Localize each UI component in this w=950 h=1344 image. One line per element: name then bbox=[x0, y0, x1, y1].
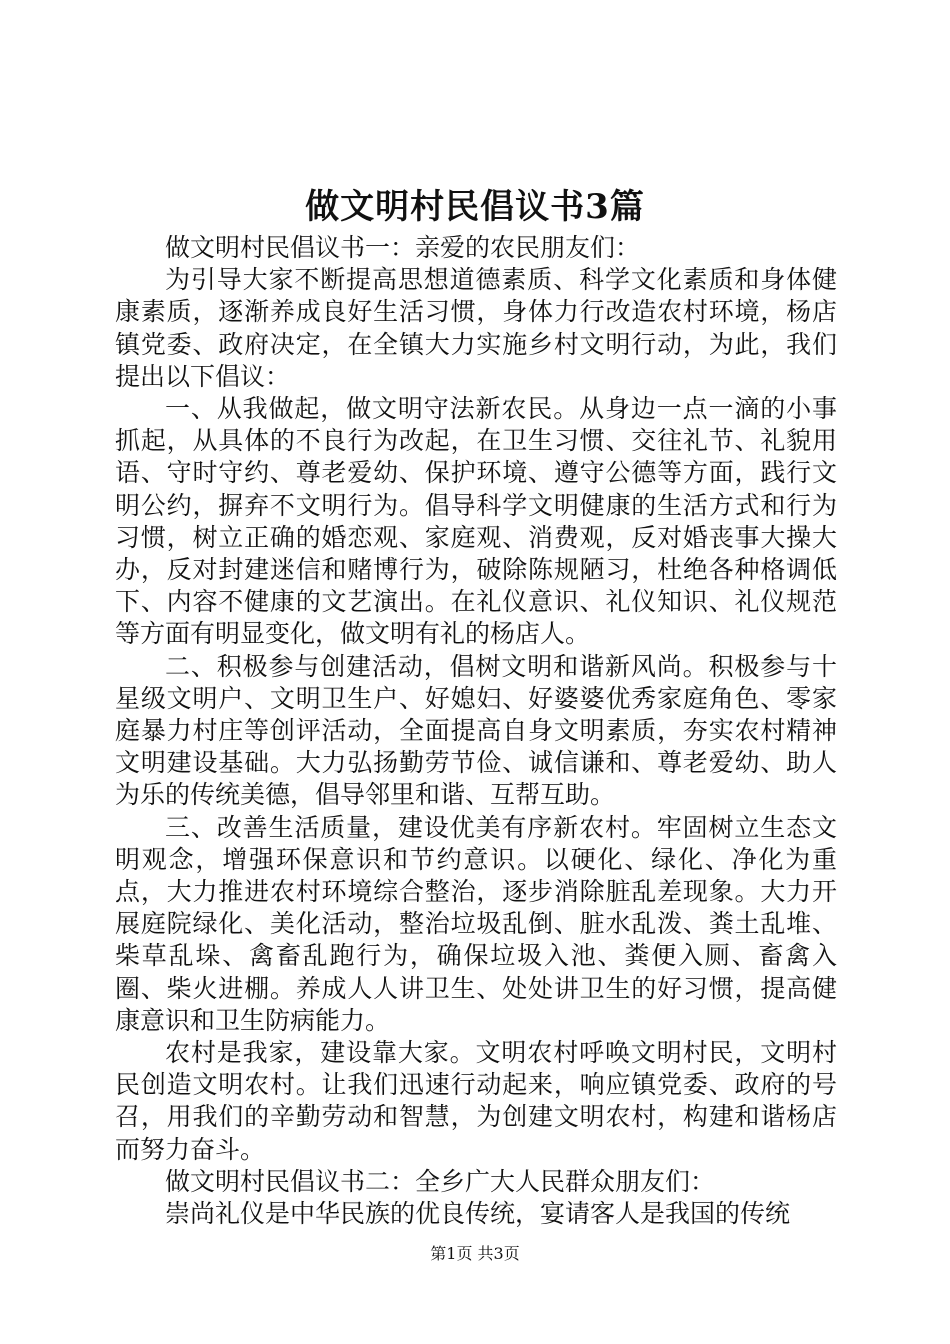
paragraph: 做文明村民倡议书二：全乡广大人民群众朋友们： bbox=[165, 1166, 716, 1196]
page-footer: 第1页 共3页 bbox=[430, 1244, 520, 1263]
paragraph: 二、积极参与创建活动，倡树文明和谐新风尚。积极参与十星级文明户、文明卫生户、好媳妇、好婆婆优秀家庭角色、零家庭暴力村庄等创评活动，全面提高自身文明素质，夯实农村精神文明建设基础。大力弘扬勤劳节俭、诚信谦和、尊老爱幼、助人为乐的传统美德，倡导邻里和谐、互帮互助。 bbox=[115, 651, 837, 810]
paragraph: 农村是我家，建设靠大家。文明农村呼唤文明村民，文明村民创造文明农村。让我们迅速行动起来，响应镇党委、政府的号召，用我们的辛勤劳动和智慧，为创建文明农村，构建和谐杨店而努力奋斗。 bbox=[115, 1038, 837, 1164]
document-title: 做文明村民倡议书3篇 bbox=[305, 187, 645, 227]
paragraph: 为引导大家不断提高思想道德素质、科学文化素质和身体健康素质，逐渐养成良好生活习惯，身体力行改造农村环境，杨店镇党委、政府决定，在全镇大力实施乡村文明行动，为此，我们提出以下倡议： bbox=[115, 265, 837, 391]
document-body bbox=[115, 232, 837, 1230]
paragraph: 崇尚礼仪是中华民族的优良传统，宴请客人是我国的传统 bbox=[165, 1199, 791, 1229]
paragraph: 一、从我做起，做文明守法新农民。从身边一点一滴的小事抓起，从具体的不良行为改起，在卫生习惯、交往礼节、礼貌用语、守时守约、尊老爱幼、保护环境、遵守公德等方面，践行文明公约，摒弃不文明行为。倡导科学文明健康的生活方式和行为习惯，树立正确的婚恋观、家庭观、消费观，反对婚丧事大操大办，反对封建迷信和赌博行为，破除陈规陋习，杜绝各种格调低下、内容不健康的文艺演出。在礼仪意识、礼仪知识、礼仪规范等方面有明显变化，做文明有礼的杨店人。 bbox=[115, 394, 837, 649]
paragraph: 做文明村民倡议书一：亲爱的农民朋友们： bbox=[165, 233, 641, 262]
paragraph: 三、改善生活质量，建设优美有序新农村。牢固树立生态文明观念，增强环保意识和节约意识。以硬化、绿化、净化为重点，大力推进农村环境综合整治，逐步消除脏乱差现象。大力开展庭院绿化、美化活动，整治垃圾乱倒、脏水乱泼、粪土乱堆、柴草乱垛、禽畜乱跑行为，确保垃圾入池、粪便入厕、畜禽入圈、柴火进棚。养成人人讲卫生、处处讲卫生的好习惯，提高健康意识和卫生防病能力。 bbox=[115, 812, 837, 1035]
